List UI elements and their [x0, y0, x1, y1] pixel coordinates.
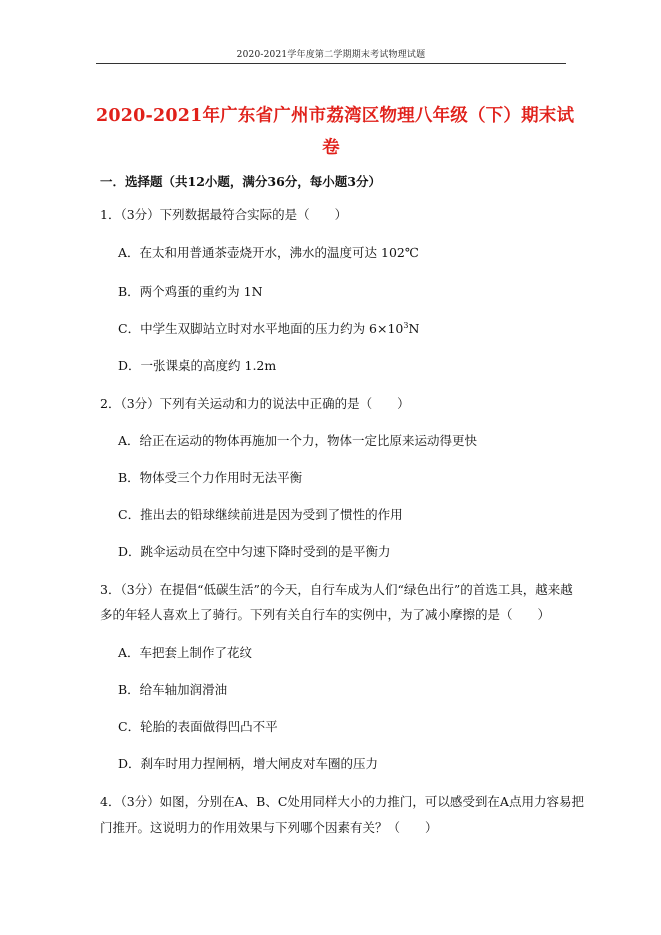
option-text: C．中学生双脚站立时对水平地面的压力约为 6×10: [118, 321, 404, 336]
question-2-option-c: C．推出去的铅球继续前进是因为受到了惯性的作用: [118, 507, 403, 522]
question-1-stem: 1．（3分）下列数据最符合实际的是（ ）: [100, 207, 348, 222]
running-header: 2020-2021学年度第二学期期末考试物理试题: [236, 50, 426, 60]
question-3-stem-line-2: 多的年轻人喜欢上了骑行。下列有关自行车的实例中，为了减小摩擦的是（ ）: [100, 607, 551, 622]
question-4-stem-line-2: 门推开。这说明力的作用效果与下列哪个因素有关？（ ）: [100, 820, 438, 835]
question-2-option-a: A．给正在运动的物体再施加一个力，物体一定比原来运动得更快: [118, 433, 478, 448]
header-rule: [96, 63, 566, 64]
question-2-option-d: D．跳伞运动员在空中匀速下降时受到的是平衡力: [118, 544, 391, 559]
option-text: A．在太和用普通茶壶烧开水，沸水的温度可达 102: [118, 245, 405, 260]
question-2-option-b: B．物体受三个力作用时无法平衡: [118, 470, 303, 485]
question-4-stem-line-1: 4．（3分）如图，分别在A、B、C处用同样大小的力推门，可以感受到在A点用力容易把: [100, 794, 584, 809]
question-3-option-d: D．刹车时用力捏闸柄，增大闸皮对车圈的压力: [118, 756, 379, 771]
question-3-option-c: C．轮胎的表面做得凹凸不平: [118, 719, 278, 734]
exponent: 3: [403, 321, 409, 330]
option-unit: ℃: [404, 245, 419, 260]
question-3-option-a: A．车把套上制作了花纹: [118, 645, 253, 660]
question-1-option-d: D．一张课桌的高度约 1.2m: [118, 358, 277, 373]
page-title-line-1: 2020-2021年广东省广州市荔湾区物理八年级（下）期末试: [96, 106, 575, 126]
question-1-option-a: [118, 245, 419, 261]
question-1-option-b: B．两个鸡蛋的重约为 1N: [118, 284, 263, 299]
question-3-option-b: B．给车轴加润滑油: [118, 682, 228, 697]
question-1-option-c: [118, 321, 419, 337]
section-heading: 一．选择题（共12小题，满分36分，每小题3分）: [100, 174, 381, 189]
option-unit: N: [408, 321, 420, 336]
question-3-stem-line-1: 3．（3分）在提倡“低碳生活”的今天，自行车成为人们“绿色出行”的首选工具，越来越: [100, 582, 573, 597]
page-title-line-2: 卷: [322, 138, 340, 158]
question-2-stem: 2．（3分）下列有关运动和力的说法中正确的是（ ）: [100, 396, 410, 411]
